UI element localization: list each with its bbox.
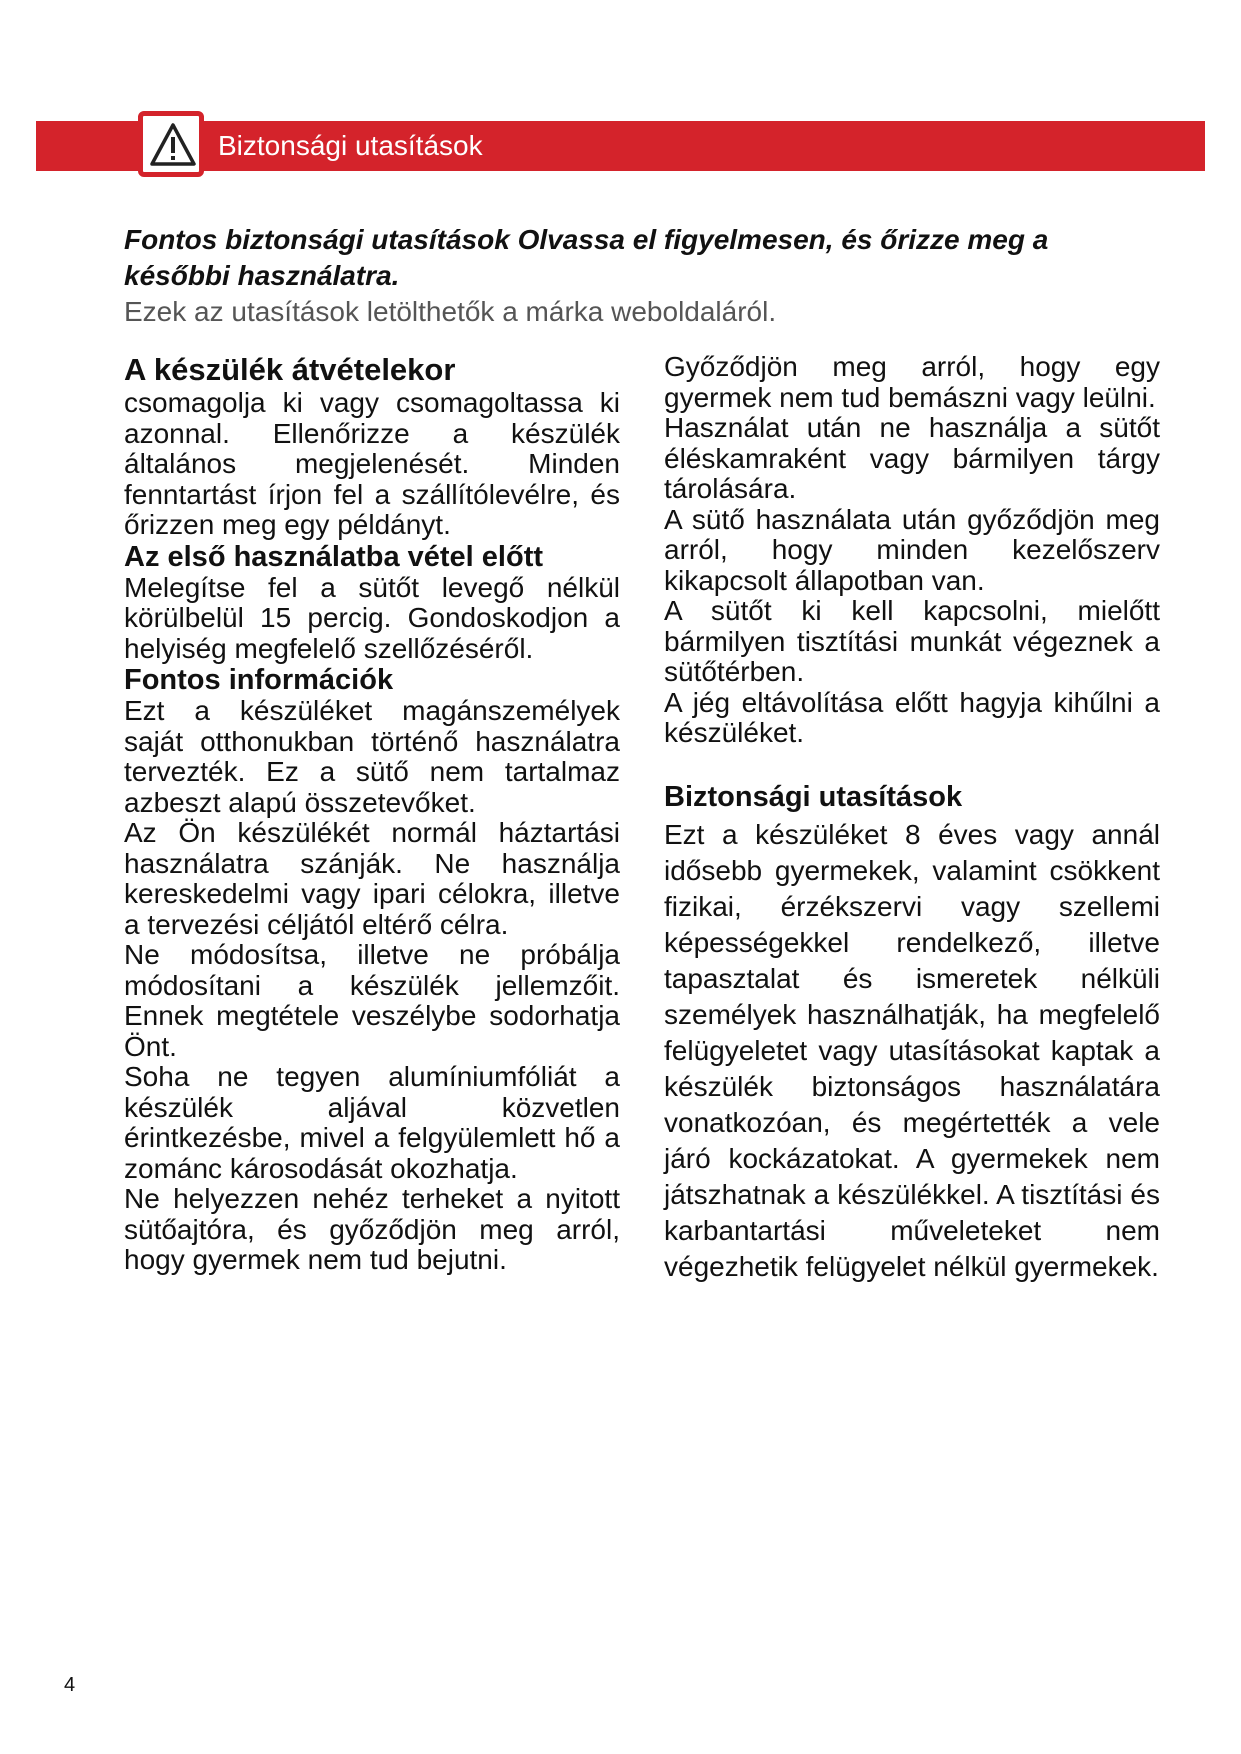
paragraph-no-modification: Ne módosítsa, illetve ne próbálja módosítani a készülék jellemzőit. Ennek megtétele veszélybe sodorhatja Önt. xyxy=(124,939,620,1062)
intro-block xyxy=(124,222,1144,330)
right-column xyxy=(664,352,1160,1285)
paragraph-cool-down: A jég eltávolítása előtt hagyja kihűlni a készüléket. xyxy=(664,686,1160,748)
section-header-bar xyxy=(36,121,1205,171)
paragraph-first-use: Melegítse fel a sütőt levegő nélkül körülbelül 15 percig. Gondoskodjon a helyiség megfelelő szellőzéséről. xyxy=(124,571,620,664)
paragraph-oven-door: Ne helyezzen nehéz terheket a nyitott sütőajtóra, és győződjön meg arról, hogy gyermek nem tud bejutni. xyxy=(124,1183,620,1275)
page-number: 4 xyxy=(64,1674,76,1696)
paragraph-receiving: csomagolja ki vagy csomagoltassa ki azonnal. Ellenőrizze a készülék általános megjelenését. Minden fenntartást írjon fel a szállítólevélre, és őrizzen meg egy példányt. xyxy=(124,387,620,540)
paragraph-aluminium-foil: Soha ne tegyen alumíniumfóliát a készülék aljával közvetlen érintkezésbe, mivel a felgyülemlett hő a zománc károsodását okozhatja. xyxy=(124,1061,620,1184)
paragraph-switch-off-cleaning: A sütőt ki kell kapcsolni, mielőtt bármilyen tisztítási munkát végeznek a sütőtérben. xyxy=(664,595,1160,687)
warning-triangle-icon xyxy=(149,121,197,169)
paragraph-no-storage: Használat után ne használja a sütőt éléskamraként vagy bármilyen tárgy tárolására. xyxy=(664,412,1160,504)
heading-first-use: Az első használatba vétel előtt xyxy=(124,540,544,573)
paragraph-controls-off: A sütő használata után győződjön meg arról, hogy minden kezelőszerv kikapcsolt állapotban van. xyxy=(664,503,1160,596)
heading-safety-instructions: Biztonsági utasítások xyxy=(664,780,963,813)
intro-important-note: Fontos biztonsági utasítások Olvassa el figyelmesen, és őrizze meg a későbbi használatra. xyxy=(124,224,1049,291)
left-column xyxy=(124,352,620,1276)
paragraph-household-use: Az Ön készülékét normál háztartási használatra szánják. Ne használja kereskedelmi vagy ipari célokra, illetve a tervezési céljától eltérő célra. xyxy=(124,817,620,940)
heading-important-info: Fontos információk xyxy=(124,664,394,696)
paragraph-domestic-design: Ezt a készüléket magánszemélyek saját otthonukban történő használatra tervezték. Ez a sütő nem tartalmaz azbeszt alapú összetevőket. xyxy=(124,695,620,818)
heading-receiving: A készülék átvételekor xyxy=(124,352,456,387)
section-title: Biztonsági utasítások xyxy=(218,130,483,161)
warning-icon-frame xyxy=(138,111,204,177)
intro-download-note: Ezek az utasítások letölthetők a márka weboldaláról. xyxy=(124,296,777,327)
paragraph-children-supervision: Ezt a készüléket 8 éves vagy annál idősebb gyermekek, valamint csökkent fizikai, érzékszervi vagy szellemi képességekkel rendelkező, illetve tapasztalat és ismeretek nélküli személyek használhatják, ha megfelelő felügyeletet vagy utasításokat kaptak a készülék biztonságos használatára vonatkozóan, és megértették a vele járó kockázatokat. A gyermekek nem játszhatnak a készülékkel. A tisztítási és karbantartási műveleteket nem végezhetik felügyelet nélkül gyermekek. xyxy=(664,818,1160,1282)
paragraph-child-climb: Győződjön meg arról, hogy egy gyermek nem tud bemászni vagy leülni. xyxy=(664,351,1160,413)
